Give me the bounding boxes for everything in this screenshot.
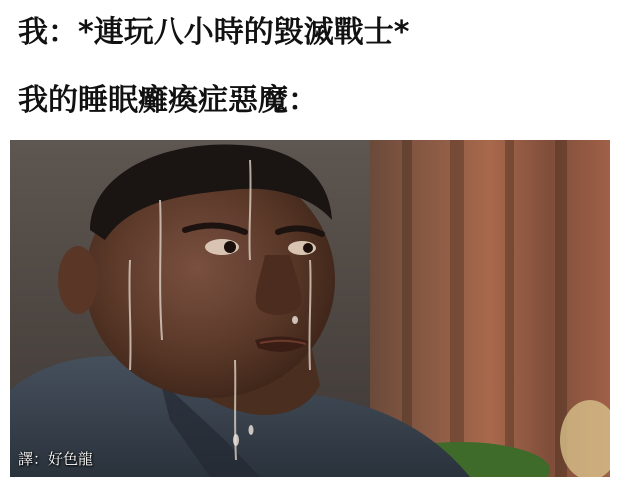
- pupil-left: [224, 241, 236, 253]
- translator-credit: 譯：好色龍: [18, 450, 94, 468]
- caption-line-2: 我的睡眠癱瘓症惡魔：: [18, 83, 318, 118]
- caption-line-1: 我：*連玩八小時的毀滅戰士*: [18, 15, 410, 50]
- sweating-man-illustration: [10, 140, 610, 477]
- pupil-right: [303, 243, 313, 253]
- ear: [58, 246, 98, 314]
- meme-photo: [10, 140, 610, 477]
